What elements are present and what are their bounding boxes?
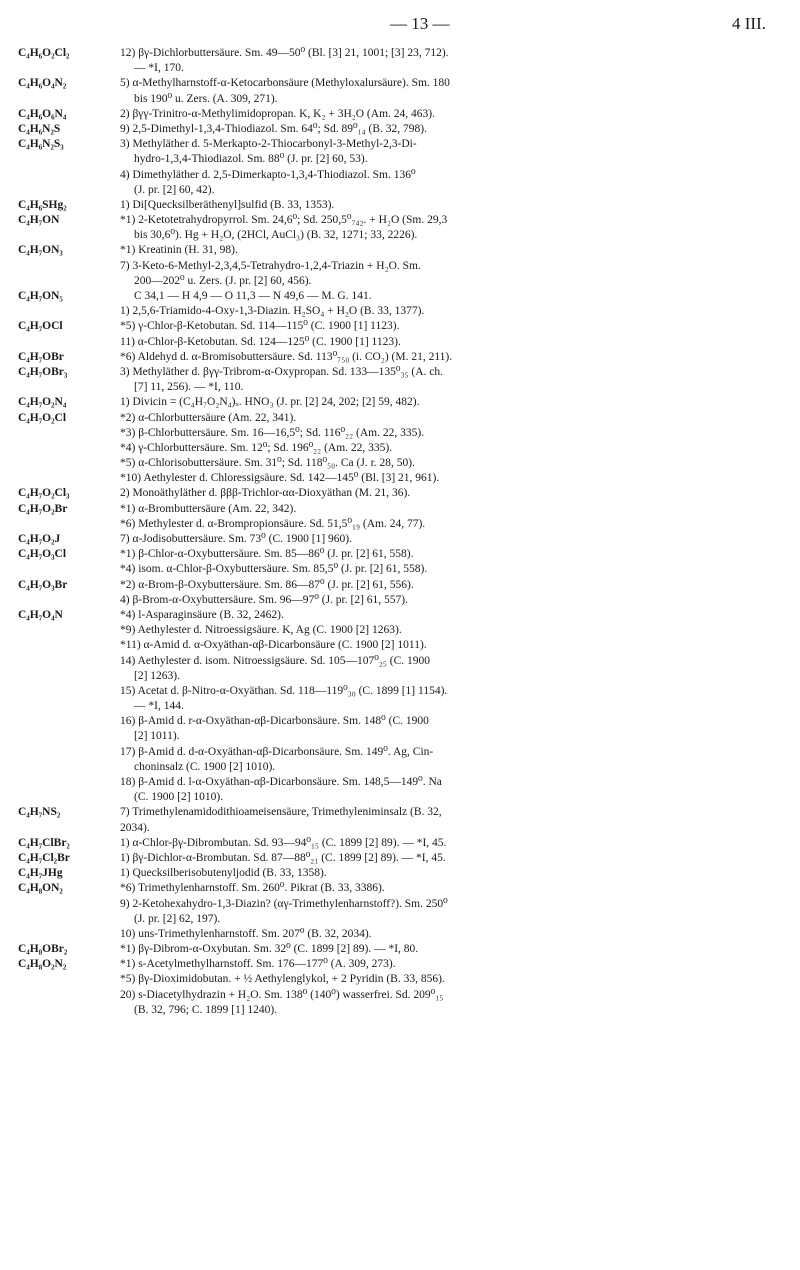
continuation-line: (B. 32, 796; C. 1899 [1] 1240). [134,1003,278,1016]
formula-entry [0,957,800,1018]
molecular-formula: C₄H₇ON₅ [18,290,63,302]
continuation-line: — *I, 144. [134,700,184,713]
compound-list [120,608,788,805]
compound-line: 1) βγ-Dichlor-α-Brombutan. Sd. 87—88⁰₂₁ (C. 1899 [2] 89). — *I, 45. [120,851,446,864]
formula-entry [0,502,800,532]
compound-line: 4) β-Brom-α-Oxybuttersäure. Sm. 96—97⁰ (J. pr. [2] 61, 557). [120,593,408,606]
molecular-formula: C₄H₇O₂Cl [18,411,67,424]
molecular-formula: C₄H₇NS₂ [18,806,61,819]
compound-list [120,881,788,942]
compound-list [120,107,788,122]
compound-line: 12) βγ-Dichlorbuttersäure. Sm. 49—50⁰ (Bl. [3] 21, 1001; [3] 23, 712). [120,47,449,59]
molecular-formula: C₄H₆O₆N₄ [18,107,67,120]
compound-list [120,365,788,395]
formula-entry [0,213,800,243]
compound-line: 5) α-Methylharnstoff-α-Ketocarbonsäure (Methyloxalursäure). Sm. 180 [120,77,450,90]
compound-line: *1) s-Acetylmethylharnstoff. Sm. 176—177⁰ (A. 309, 273). [120,958,396,971]
compound-line: *9) Aethylester d. Nitroessigsäure. K, Ag (C. 1900 [2] 1263). [120,624,402,637]
compound-list [120,76,788,106]
compound-line: 7) 3-Keto-6-Methyl-2,3,4,5-Tetrahydro-1,2,4-Triazin + H₂O. Sm. [120,259,421,272]
formula-entry [0,411,800,487]
compound-line: 7) Trimethylenamidodithioameisensäure, Trimethyleniminsalz (B. 32, [120,806,442,819]
molecular-formula: C₄H₇O₃Br [18,578,68,591]
molecular-formula: C₄H₇OBr [18,350,64,363]
molecular-formula: C₄H₈ON₂ [18,882,63,895]
molecular-formula: C₄H₇O₃Cl [18,548,67,561]
compound-line: *5) βγ-Dioximidobutan. + ½ Aethylenglykol, + 2 Pyridin (B. 33, 856). [120,973,445,986]
molecular-formula: C₄H₆N₂S [18,122,61,135]
compound-line: 2) Monoäthyläther d. βββ-Trichlor-αα-Dioxyäthan (M. 21, 36). [120,487,411,500]
molecular-formula: C₄H₈O₂N₂ [18,958,67,971]
compound-list [120,46,788,76]
compound-line: 1) Quecksilberisobutenyljodid (B. 33, 1358). [120,867,327,880]
compound-line: *6) Trimethylenharnstoff. Sm. 260⁰. Pikrat (B. 33, 3386). [120,882,385,895]
continuation-line: bis 190⁰ u. Zers. (A. 309, 271). [134,92,278,105]
molecular-formula: C₄H₇O₂Cl₃ [18,487,70,500]
continuation-line: choninsalz (C. 1900 [2] 1010). [134,760,276,773]
compound-line: 1) 2,5,6-Triamido-4-Oxy-1,3-Diazin. H₂SO₄ + H₂O (B. 33, 1377). [120,305,425,318]
compound-line: *1) β-Chlor-α-Oxybuttersäure. Sm. 85—86⁰ (J. pr. [2] 61, 558). [120,548,414,561]
compound-list [120,395,788,410]
formula-entry [0,76,800,106]
compound-line: 7) α-Jodisobuttersäure. Sm. 73⁰ (C. 1900 [1] 960). [120,533,352,545]
compound-list [120,213,788,243]
formula-entry [0,578,800,608]
compound-line: *10) Aethylester d. Chloressigsäure. Sd. 142—145⁰ (Bl. [3] 21, 961). [120,472,440,485]
compound-line: *4) l-Asparaginsäure (B. 32, 2462). [120,608,284,621]
compound-list [120,578,788,608]
molecular-formula: C₄H₆O₄N₂ [18,77,67,90]
continuation-line: C 34,1 — H 4,9 — O 11,3 — N 49,6 — M. G. 141. [134,290,372,302]
compound-list [120,289,788,319]
formula-entry [0,395,800,410]
compound-line: 20) s-Diacetylhydrazin + H₂O. Sm. 138⁰ (140⁰) wasserfrei. Sd. 209⁰₁₅ [120,988,444,1001]
molecular-formula: C₄H₆N₂S₃ [18,138,64,151]
compound-line: *2) α-Brom-β-Oxybuttersäure. Sm. 86—87⁰ (J. pr. [2] 61, 556). [120,578,414,591]
compound-line: *11) α-Amid d. α-Oxyäthan-αβ-Dicarbonsäure (C. 1900 [2] 1011). [120,639,427,652]
compound-line: *1) 2-Ketotetrahydropyrrol. Sm. 24,6⁰; Sd. 250,5⁰₇₄₂. + H₂O (Sm. 29,3 [120,214,448,227]
compound-line: *2) α-Chlorbuttersäure (Am. 22, 341). [120,411,297,424]
formula-entry [0,805,800,835]
molecular-formula: C₄H₇OCl [18,320,63,333]
molecular-formula: C₄H₈OBr₂ [18,943,68,956]
page-header [0,14,800,38]
compound-line: 10) uns-Trimethylenharnstoff. Sm. 207⁰ (B. 32, 2034). [120,927,372,940]
compound-line: *1) Kreatinin (H. 31, 98). [120,244,238,257]
compound-line: 9) 2-Ketohexahydro-1,3-Diazin? (αγ-Trimethylenharnstoff?). Sm. 250⁰ [120,897,448,910]
molecular-formula: C₄H₇ClBr₂ [18,836,70,849]
molecular-formula: C₄H₇O₂Br [18,502,68,515]
formula-entry [0,836,800,851]
continuation-line: 200—202⁰ u. Zers. (J. pr. [2] 60, 456). [134,274,312,287]
formula-entry [0,532,800,547]
formula-entry [0,107,800,122]
register-entries [0,46,800,1018]
molecular-formula: C₄H₇O₂J [18,533,61,545]
molecular-formula: C₄H₆SHg₂ [18,198,67,211]
compound-line: *4) isom. α-Chlor-β-Oxybuttersäure. Sm. 85,5⁰ (J. pr. [2] 61, 558). [120,563,428,576]
formula-entry [0,243,800,289]
molecular-formula: C₄H₆O₂Cl₂ [18,47,70,59]
molecular-formula: C₄H₇ON [18,214,60,227]
compound-line: 18) β-Amid d. l-α-Oxyäthan-αβ-Dicarbonsäure. Sm. 148,5—149⁰. Na [120,776,442,788]
formula-entry [0,289,800,319]
continuation-line: bis 30,6⁰). Hg + H₂O, (2HCl, AuCl₃) (B. 32, 1271; 33, 2226). [134,229,418,242]
compound-list [120,836,788,851]
compound-line: 1) Di[Quecksilberäthenyl]sulfid (B. 33, 1353). [120,198,335,211]
formula-entry [0,350,800,365]
compound-line: 3) Methyläther d. 5-Merkapto-2-Thiocarbonyl-3-Methyl-2,3-Di- [120,138,417,151]
molecular-formula: C₄H₇ON₃ [18,244,63,257]
compound-line: 4) Dimethyläther d. 2,5-Dimerkapto-1,3,4-Thiodiazol. Sm. 136⁰ [120,168,416,181]
compound-list [120,805,788,835]
molecular-formula: C₄H₇OBr₃ [18,365,68,378]
formula-entry [0,942,800,957]
compound-list [120,411,788,487]
continuation-line: — *I, 170. [134,62,184,75]
compound-list [120,942,788,957]
compound-list [120,350,788,365]
compound-line: *4) γ-Chlorbuttersäure. Sm. 12⁰; Sd. 196⁰₂₂ (Am. 22, 335). [120,441,393,454]
compound-line: *1) βγ-Dibrom-α-Oxybutan. Sm. 32⁰ (C. 1899 [2] 89). — *I, 80. [120,943,419,956]
compound-list [120,486,788,501]
compound-line: 11) α-Chlor-β-Ketobutan. Sd. 124—125⁰ (C. 1900 [1] 1123). [120,335,401,348]
formula-entry [0,122,800,137]
formula-entry [0,319,800,349]
formula-entry [0,137,800,198]
formula-entry [0,851,800,866]
compound-line: *5) α-Chlorisobuttersäure. Sm. 31⁰; Sd. 118⁰₅₀. Ca (J. r. 28, 50). [120,457,415,470]
molecular-formula: C₄H₇O₂N₄ [18,396,67,409]
compound-list [120,122,788,137]
molecular-formula: C₄H₇Cl₂Br [18,851,70,864]
compound-list [120,198,788,213]
section-number: 4 III. [732,14,766,33]
compound-list [120,243,788,289]
continuation-line: [2] 1263). [134,669,180,682]
page-number: — 13 — [390,14,450,33]
continuation-line: [2] 1011). [134,730,180,743]
compound-line: 2) βγγ-Trinitro-α-Methylimidopropan. K, K₂ + 3H₂O (Am. 24, 463). [120,107,435,120]
compound-list [120,502,788,532]
compound-list [120,866,788,881]
continuation-line: hydro-1,3,4-Thiodiazol. Sm. 88⁰ (J. pr. [2] 60, 53). [134,153,368,166]
compound-list [120,957,788,1018]
compound-line: 15) Acetat d. β-Nitro-α-Oxyäthan. Sd. 118—119⁰₃₀ (C. 1899 [1] 1154). [120,684,448,697]
compound-line: 17) β-Amid d. d-α-Oxyäthan-αβ-Dicarbonsäure. Sm. 149⁰. Ag, Cin- [120,745,434,758]
compound-line: 1) Divicin = (C₄H₇O₂N₄)ₓ. HNO₃ (J. pr. [2] 24, 202; [2] 59, 482). [120,396,420,409]
compound-list [120,851,788,866]
continuation-line: (J. pr. [2] 62, 197). [134,912,221,925]
compound-list [120,547,788,577]
compound-line: *6) Methylester d. α-Brompropionsäure. Sd. 51,5⁰₁₉ (Am. 24, 77). [120,517,426,530]
compound-line: *6) Aldehyd d. α-Bromisobuttersäure. Sd. 113⁰₇₅₀ (i. CO₂) (M. 21, 211). [120,350,453,363]
compound-list [120,137,788,198]
formula-entry [0,881,800,942]
continuation-line: (J. pr. [2] 60, 42). [134,183,215,196]
molecular-formula: C₄H₇O₄N [18,608,63,621]
compound-list [120,532,788,547]
formula-entry [0,46,800,76]
compound-line: 1) α-Chlor-βγ-Dibrombutan. Sd. 93—94⁰₁₅ (C. 1899 [2] 89). — *I, 45. [120,836,447,849]
compound-list [120,319,788,349]
formula-entry [0,547,800,577]
compound-line: 16) β-Amid d. r-α-Oxyäthan-αβ-Dicarbonsäure. Sm. 148⁰ (C. 1900 [120,715,429,728]
formula-entry [0,486,800,501]
compound-line: 2034). [120,821,150,834]
formula-entry [0,608,800,805]
compound-line: 3) Methyläther d. βγγ-Tribrom-α-Oxypropan. Sd. 133—135⁰₃₅ (A. ch. [120,365,443,378]
compound-line: *3) β-Chlorbuttersäure. Sm. 16—16,5⁰; Sd. 116⁰₂₂ (Am. 22, 335). [120,426,425,439]
continuation-line: [7] 11, 256). — *I, 110. [134,381,244,394]
continuation-line: (C. 1900 [2] 1010). [134,791,224,804]
compound-line: 9) 2,5-Dimethyl-1,3,4-Thiodiazol. Sm. 64⁰; Sd. 89⁰₁₄ (B. 32, 798). [120,122,427,135]
compound-line: *1) α-Brombuttersäure (Am. 22, 342). [120,502,297,515]
formula-entry [0,365,800,395]
formula-entry [0,198,800,213]
formula-entry [0,866,800,881]
molecular-formula: C₄H₇JHg [18,867,63,880]
compound-line: *5) γ-Chlor-β-Ketobutan. Sd. 114—115⁰ (C. 1900 [1] 1123). [120,320,400,333]
compound-line: 14) Aethylester d. isom. Nitroessigsäure. Sd. 105—107⁰₂₅ (C. 1900 [120,654,431,667]
